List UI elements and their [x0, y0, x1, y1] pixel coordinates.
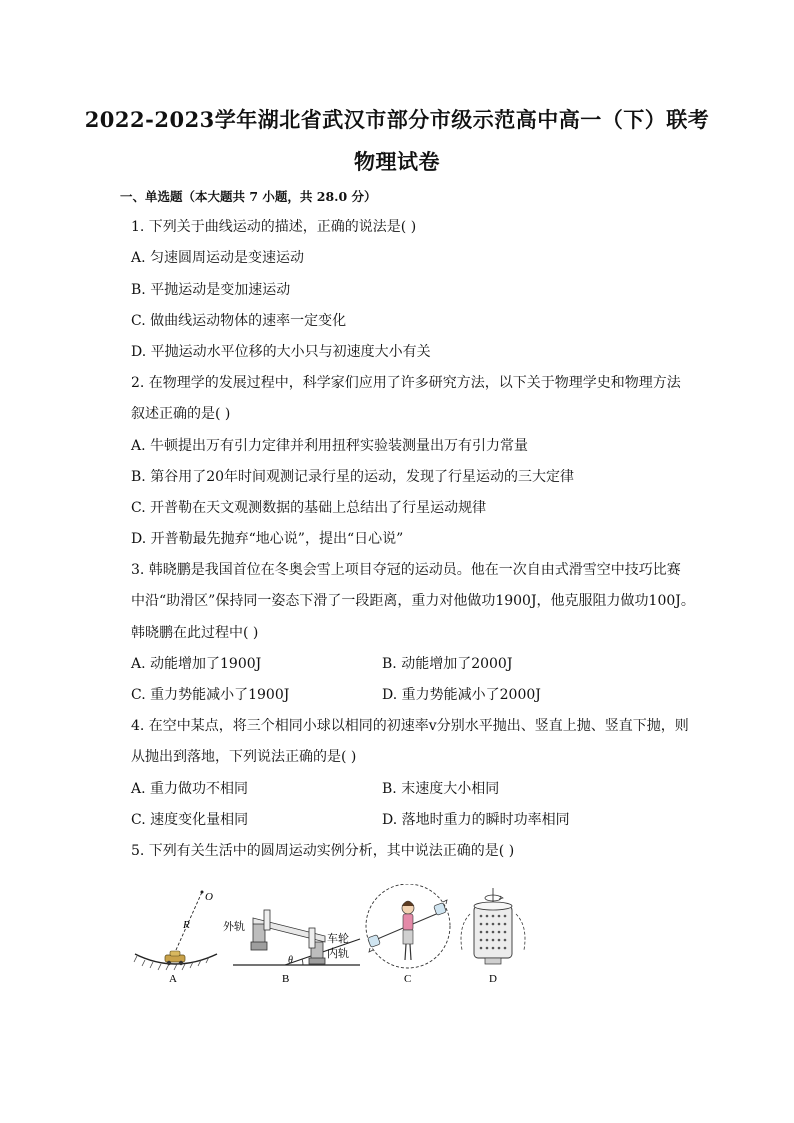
- figure-b: [223, 910, 360, 985]
- figure-a: [134, 891, 217, 986]
- figure-b-wheel-label: 车轮: [327, 933, 349, 945]
- q2-option-c: C. 开普勒在天文观测数据的基础上总结出了行星运动规律: [131, 500, 487, 516]
- q4-option-c: C. 速度变化量相同: [131, 812, 249, 828]
- figure-b-outer-rail-label: 外轨: [223, 921, 245, 933]
- figure-a-center-label: O: [205, 891, 213, 903]
- figure-b-label: B: [282, 973, 290, 985]
- q3-option-b: B. 动能增加了2000J: [382, 656, 513, 672]
- figure-a-radius-label: R: [183, 919, 190, 931]
- q1-option-a: A. 匀速圆周运动是变速运动: [131, 250, 305, 266]
- q3-option-d: D. 重力势能减小了2000J: [382, 687, 541, 703]
- q1-option-d: D. 平抛运动水平位移的大小只与初速度大小有关: [131, 344, 431, 360]
- figure-b-angle-label: θ: [288, 955, 293, 966]
- q3-option-a: A. 动能增加了1900J: [131, 656, 262, 672]
- q2-option-a: A. 牛顿提出万有引力定律并利用扭秤实验装测量出万有引力常量: [131, 438, 529, 454]
- question-3-stem-cont: 中沿“助滑区”保持同一姿态下滑了一段距离，重力对他做功1900J，他克服阻力做功100J。: [131, 593, 695, 609]
- q2-option-d: D. 开普勒最先抛弃“地心说”，提出“日心说”: [131, 531, 404, 547]
- figure-a-label: A: [169, 973, 177, 985]
- exam-subject: 物理试卷: [354, 149, 440, 174]
- exam-title: 2022-2023学年湖北省武汉市部分市级示范高中高一（下）联考: [84, 107, 710, 132]
- question-4-stem-cont: 从抛出到落地，下列说法正确的是( ): [131, 749, 357, 765]
- figure-d: [461, 888, 525, 985]
- question-2-stem: 2. 在物理学的发展过程中，科学家们应用了许多研究方法，以下关于物理学史和物理方法: [131, 375, 681, 391]
- q4-option-d: D. 落地时重力的瞬时功率相同: [382, 812, 570, 828]
- circular-motion-figures: [125, 884, 685, 994]
- section-header: 一、单选题（本大题共 7 小题，共 28.0 分）: [120, 189, 377, 204]
- question-1-stem: 1. 下列关于曲线运动的描述，正确的说法是( ): [131, 219, 417, 235]
- question-3-stem: 3. 韩晓鹏是我国首位在冬奥会雪上项目夺冠的运动员。他在一次自由式滑雪空中技巧比赛: [131, 562, 681, 578]
- q4-option-a: A. 重力做功不相同: [131, 781, 249, 797]
- figure-d-label: D: [489, 973, 497, 985]
- figure-c: [366, 884, 450, 985]
- question-3-stem-end: 韩晓鹏在此过程中( ): [131, 625, 259, 641]
- figure-b-inner-rail-label: 内轨: [327, 948, 349, 960]
- question-2-stem-cont: 叙述正确的是( ): [131, 406, 231, 422]
- q4-option-b: B. 末速度大小相同: [382, 781, 500, 797]
- figure-c-label: C: [404, 973, 412, 985]
- q1-option-b: B. 平抛运动是变加速运动: [131, 282, 291, 298]
- q1-option-c: C. 做曲线运动物体的速率一定变化: [131, 313, 347, 329]
- question-5-stem: 5. 下列有关生活中的圆周运动实例分析，其中说法正确的是( ): [131, 843, 515, 859]
- question-4-stem: 4. 在空中某点，将三个相同小球以相同的初速率v分别水平抛出、竖直上抛、竖直下抛，则: [131, 718, 689, 734]
- q3-option-c: C. 重力势能减小了1900J: [131, 687, 290, 703]
- q2-option-b: B. 第谷用了20年时间观测记录行星的运动，发现了行星运动的三大定律: [131, 469, 575, 485]
